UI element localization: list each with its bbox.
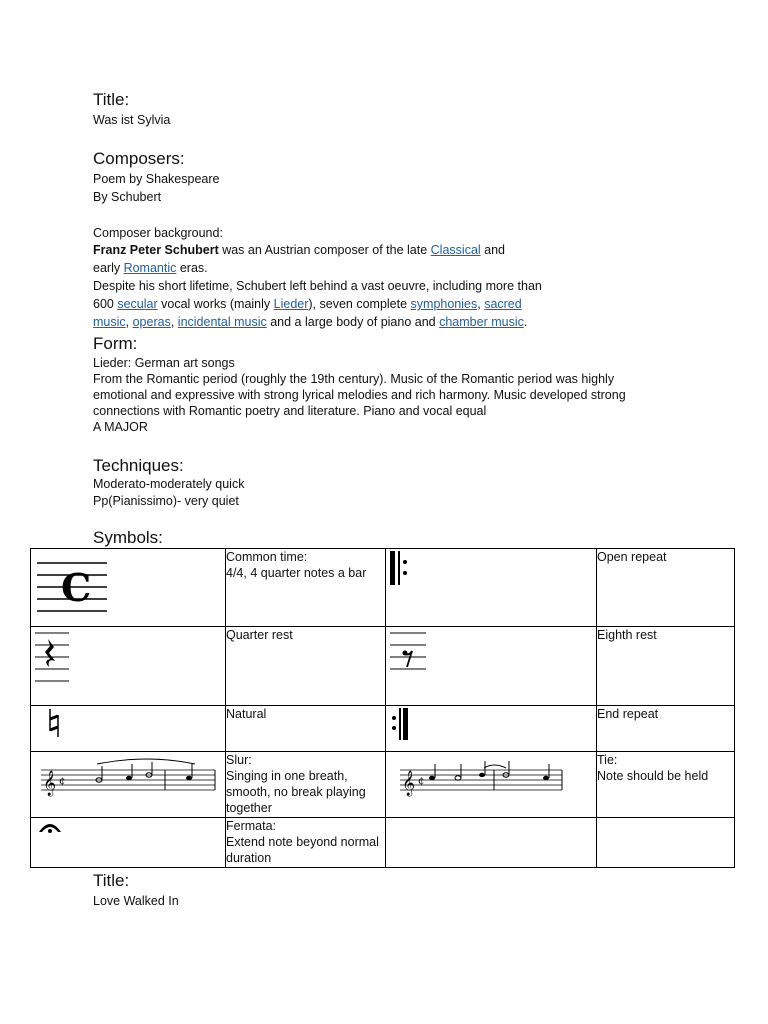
bg-text: . — [523, 315, 528, 329]
composers-line-2: By Schubert — [93, 190, 162, 204]
link-chamber-music[interactable]: chamber music — [439, 315, 524, 329]
bg-text: ), seven complete — [308, 297, 411, 311]
natural-cell — [31, 706, 226, 752]
table-row — [31, 706, 735, 752]
eighth-rest-label-cell — [597, 627, 735, 706]
slur-label-cell — [226, 752, 386, 818]
bg-text: eras. — [176, 261, 208, 275]
link-classical[interactable]: Classical — [430, 243, 481, 257]
open-repeat-icon — [390, 551, 420, 587]
symbols-heading: Symbols: — [93, 528, 163, 547]
title2-value: Love Walked In — [93, 894, 179, 908]
svg-text:¢: ¢ — [418, 776, 425, 787]
tie-desc: Note should be held — [597, 769, 709, 783]
tie-label-cell — [597, 752, 735, 818]
slur-label: Slur: — [226, 753, 252, 767]
common-time-desc: 4/4, 4 quarter notes a bar — [226, 566, 367, 580]
quarter-rest-icon — [35, 631, 83, 683]
link-romantic[interactable]: Romantic — [123, 261, 177, 275]
form-line-2: From the Romantic period (roughly the 19th century). Music of the Romantic period was highly — [93, 372, 615, 386]
eighth-rest-label: Eighth rest — [597, 628, 657, 642]
natural-label: Natural — [226, 707, 267, 721]
table-row — [31, 627, 735, 706]
form-line-4: connections with Romantic poetry and literature. Piano and vocal equal — [93, 404, 487, 418]
fermata-label: Fermata: — [226, 819, 277, 833]
table-row — [31, 752, 735, 818]
link-symphonies[interactable]: symphonies — [410, 297, 478, 311]
bg-text: vocal works (mainly — [157, 297, 274, 311]
link-secular[interactable]: secular — [117, 297, 158, 311]
background-line-2 — [93, 260, 208, 276]
fermata-desc: Extend note beyond normal duration — [226, 835, 379, 865]
background-line-3: Despite his short lifetime, Schubert left behind a vast oeuvre, including more than — [93, 279, 542, 293]
techniques-heading: Techniques: — [93, 456, 184, 475]
bg-text: , — [125, 315, 133, 329]
form-heading: Form: — [93, 334, 138, 353]
form-line-5: A MAJOR — [93, 420, 148, 434]
natural-icon — [45, 709, 65, 739]
title2-heading: Title: — [93, 871, 130, 890]
composers-line-1: Poem by Shakespeare — [93, 172, 220, 186]
empty-cell — [386, 818, 597, 868]
link-incidental-music[interactable]: incidental music — [177, 315, 267, 329]
bg-text: , — [170, 315, 178, 329]
symbols-table — [30, 548, 735, 868]
quarter-rest-cell — [31, 627, 226, 706]
bg-text: , — [477, 297, 485, 311]
end-repeat-label: End repeat — [597, 707, 659, 721]
table-row — [31, 549, 735, 627]
svg-text:𝄞: 𝄞 — [402, 771, 416, 796]
composer-name: Franz Peter Schubert — [93, 243, 219, 257]
tie-label: Tie: — [597, 753, 618, 767]
title-value: Was ist Sylvia — [93, 113, 171, 127]
link-lieder[interactable]: Lieder — [273, 297, 309, 311]
end-repeat-icon — [390, 708, 420, 742]
slur-cell — [31, 752, 226, 818]
bg-text: early — [93, 261, 124, 275]
svg-text:¢: ¢ — [59, 776, 66, 787]
link-sacred[interactable]: sacred — [484, 297, 522, 311]
natural-label-cell — [226, 706, 386, 752]
tie-icon — [398, 758, 568, 808]
fermata-cell — [31, 818, 226, 868]
link-music[interactable]: music — [93, 315, 126, 329]
svg-text:𝄞: 𝄞 — [43, 771, 57, 796]
slur-desc: Singing in one breath, smooth, no break playing together — [226, 769, 366, 815]
common-time-label: Common time: — [226, 550, 308, 564]
eighth-rest-cell — [386, 627, 597, 706]
end-repeat-cell — [386, 706, 597, 752]
techniques-line-2: Pp(Pianissimo)- very quiet — [93, 494, 239, 508]
empty-cell — [597, 818, 735, 868]
open-repeat-label-cell — [597, 549, 735, 627]
background-line-1 — [93, 242, 505, 258]
background-line-4 — [93, 296, 522, 312]
common-time-glyph: C — [61, 565, 92, 610]
form-line-1: Lieder: German art songs — [93, 356, 235, 370]
composers-heading: Composers: — [93, 149, 185, 168]
table-row — [31, 818, 735, 868]
open-repeat-label: Open repeat — [597, 550, 667, 564]
end-repeat-label-cell — [597, 706, 735, 752]
common-time-cell — [31, 549, 226, 627]
bg-text: and — [480, 243, 506, 257]
bg-text: 600 — [93, 297, 118, 311]
common-time-icon — [37, 553, 117, 615]
tie-cell — [386, 752, 597, 818]
title-heading: Title: — [93, 90, 130, 109]
common-time-desc-cell — [226, 549, 386, 627]
form-line-3: emotional and expressive with strong lyrical melodies and rich harmony. Music developed strong — [93, 388, 626, 402]
techniques-line-1: Moderato-moderately quick — [93, 477, 245, 491]
open-repeat-cell — [386, 549, 597, 627]
background-line-5 — [93, 314, 527, 330]
bg-text: and a large body of piano and — [266, 315, 440, 329]
link-operas[interactable]: operas — [132, 315, 171, 329]
eighth-rest-icon — [390, 631, 438, 683]
background-label: Composer background: — [93, 226, 223, 240]
quarter-rest-label: Quarter rest — [226, 628, 293, 642]
bg-text: was an Austrian composer of the late — [218, 243, 431, 257]
slur-icon — [37, 758, 223, 808]
fermata-icon — [37, 820, 67, 840]
quarter-rest-label-cell — [226, 627, 386, 706]
fermata-label-cell — [226, 818, 386, 868]
